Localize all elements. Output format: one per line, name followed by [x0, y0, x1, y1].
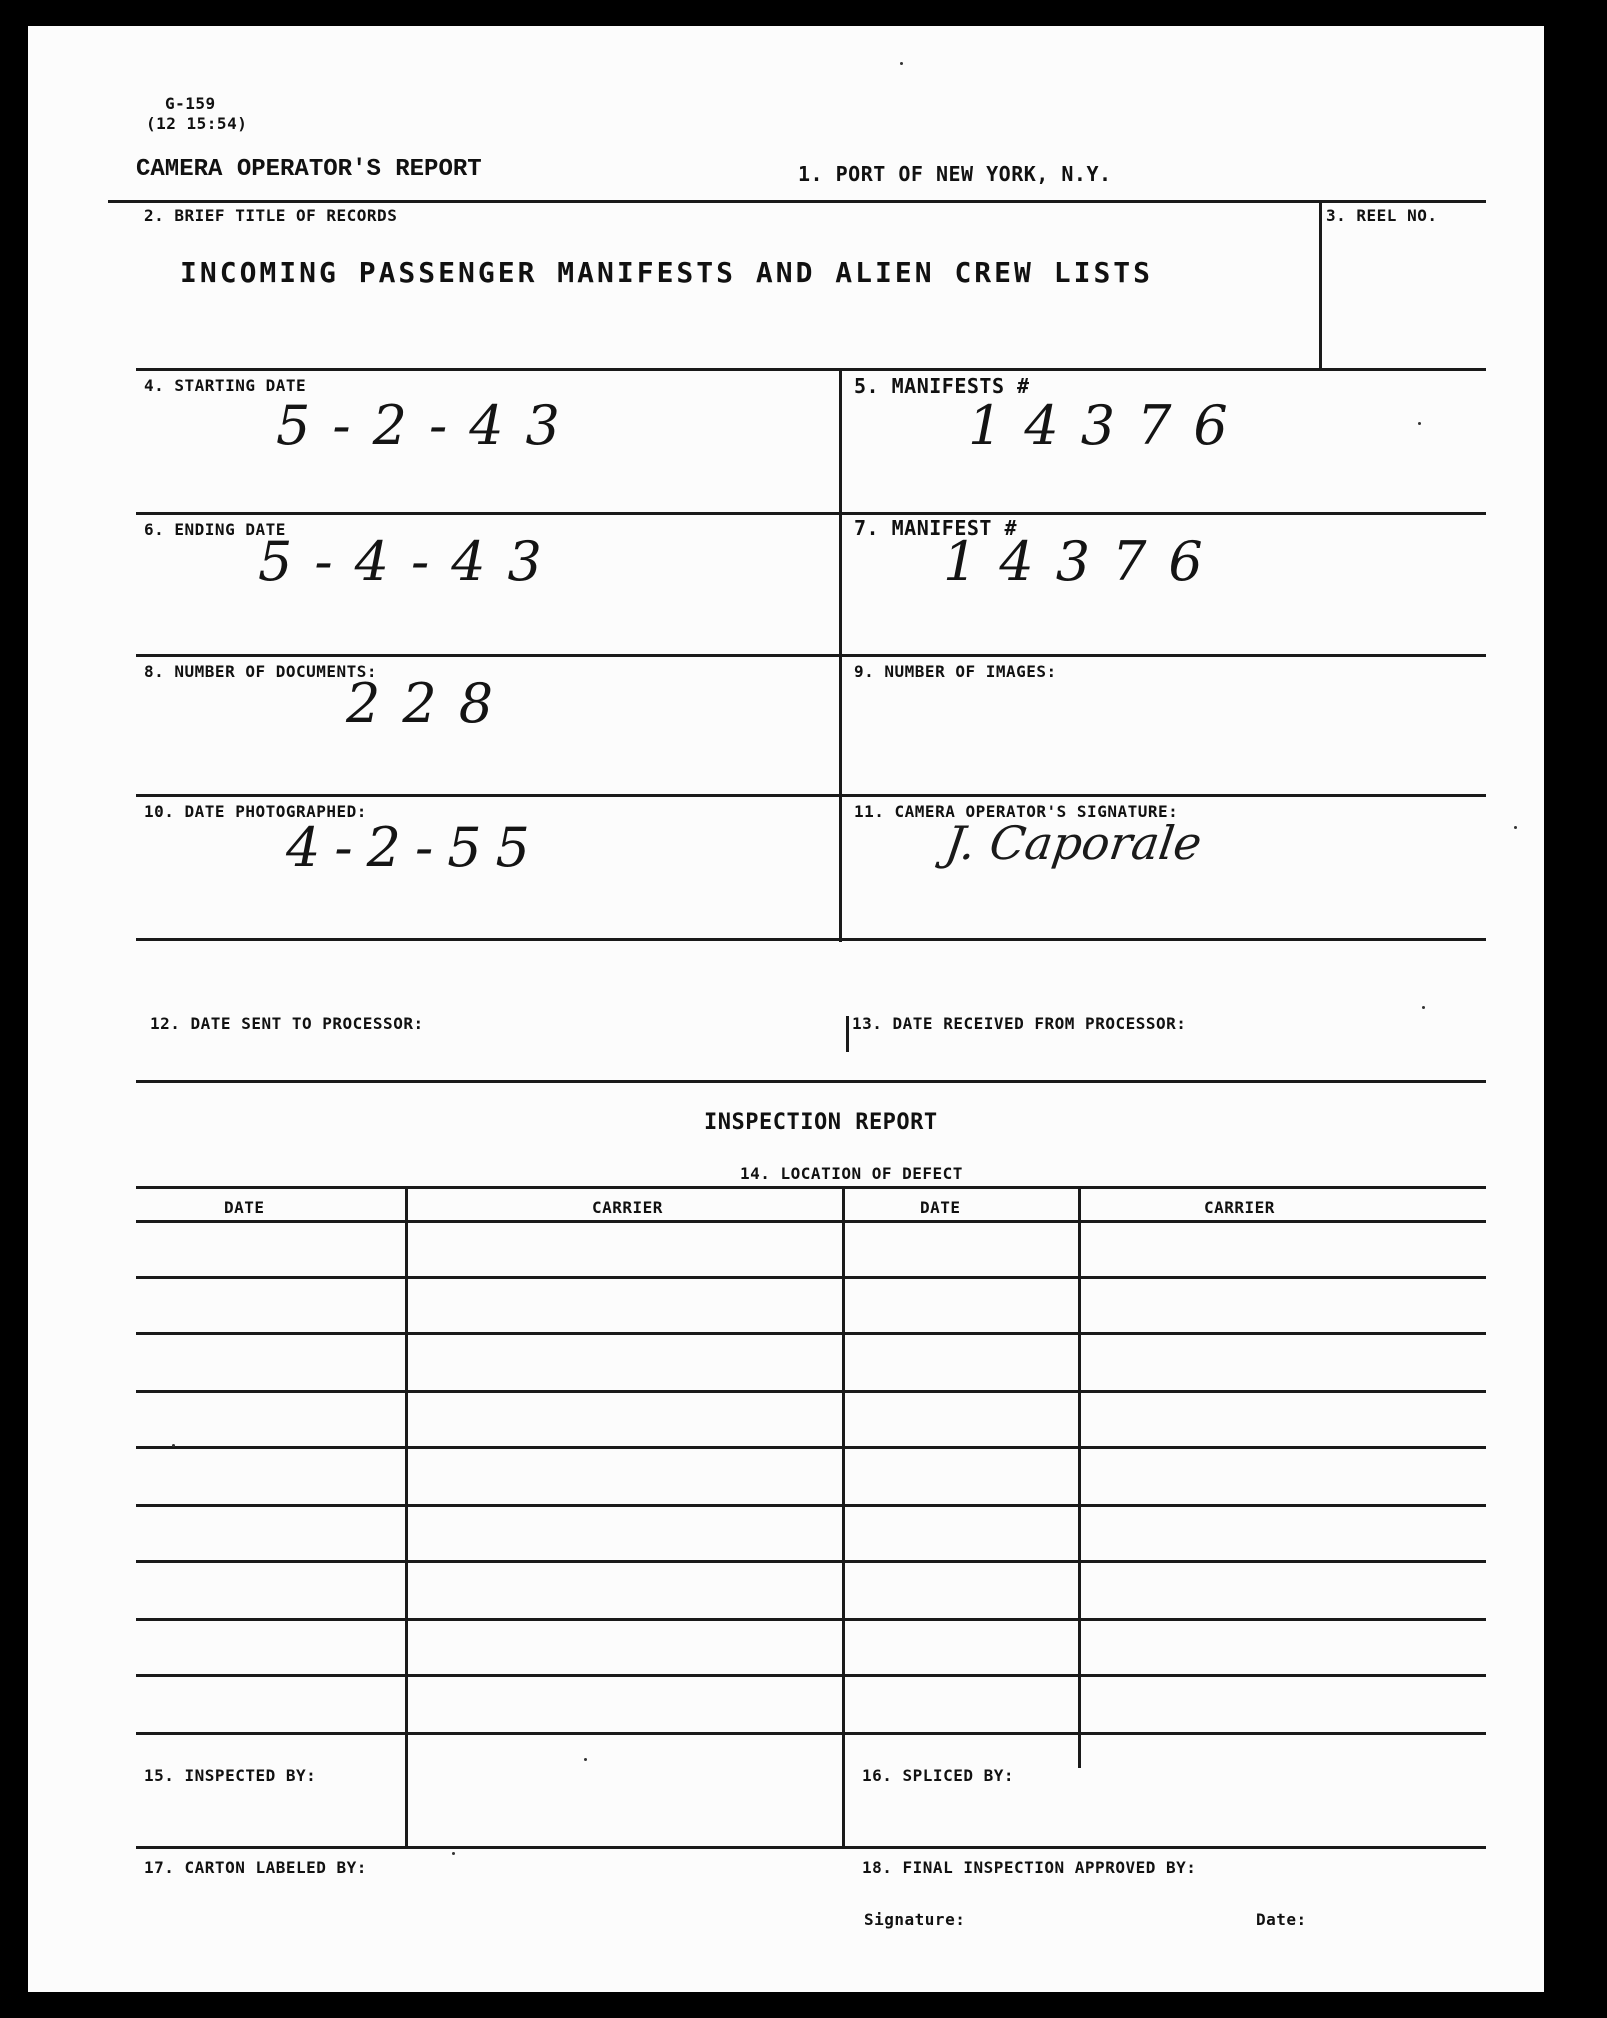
ending-manifest-label: 7. MANIFEST # — [854, 516, 1018, 540]
num-documents-value: 228 — [346, 672, 516, 735]
starting-date-value: 5-2-43 — [276, 394, 582, 457]
date-label: Date: — [1256, 1910, 1307, 1929]
ending-date-label: 6. ENDING DATE — [144, 520, 286, 539]
table-row — [136, 1560, 1486, 1563]
form-page — [28, 26, 1544, 1992]
ending-date-value: 5-4-43 — [258, 530, 564, 593]
form-revision: (12 15:54) — [146, 114, 248, 133]
form-number: G-159 — [165, 94, 216, 113]
table-row — [136, 1674, 1486, 1677]
reel-no-label: 3. REEL NO. — [1326, 206, 1438, 225]
date-sent-label: 12. DATE SENT TO PROCESSOR: — [150, 1014, 424, 1033]
col-date-2: DATE — [920, 1198, 961, 1217]
table-row — [136, 1332, 1486, 1335]
col-date-1: DATE — [224, 1198, 265, 1217]
col-carrier-1: CARRIER — [592, 1198, 663, 1217]
operator-signature-label: 11. CAMERA OPERATOR'S SIGNATURE: — [854, 802, 1179, 821]
table-row — [136, 1446, 1486, 1449]
report-title: CAMERA OPERATOR'S REPORT — [136, 156, 482, 183]
port-label: 1. PORT OF NEW YORK, N.Y. — [798, 162, 1112, 186]
date-received-label: 13. DATE RECEIVED FROM PROCESSOR: — [852, 1014, 1187, 1033]
inspected-by-label: 15. INSPECTED BY: — [144, 1766, 317, 1785]
brief-title-value: INCOMING PASSENGER MANIFESTS AND ALIEN CREW LISTS — [180, 256, 1154, 289]
starting-manifest-label: 5. MANIFESTS # — [854, 374, 1030, 398]
operator-signature: J. Caporale — [942, 816, 1206, 870]
final-approval-label: 18. FINAL INSPECTION APPROVED BY: — [862, 1858, 1197, 1877]
table-row — [136, 1276, 1486, 1279]
table-row — [136, 1504, 1486, 1507]
starting-date-label: 4. STARTING DATE — [144, 376, 307, 395]
table-row — [136, 1732, 1486, 1735]
num-images-label: 9. NUMBER OF IMAGES: — [854, 662, 1057, 681]
num-documents-label: 8. NUMBER OF DOCUMENTS: — [144, 662, 378, 681]
date-photographed-value: 4-2-55 — [286, 816, 544, 879]
carton-labeled-label: 17. CARTON LABELED BY: — [144, 1858, 367, 1877]
table-row — [136, 1390, 1486, 1393]
signature-label: Signature: — [864, 1910, 966, 1929]
table-row — [136, 1618, 1486, 1621]
spliced-by-label: 16. SPLICED BY: — [862, 1766, 1014, 1785]
inspection-heading: INSPECTION REPORT — [704, 1110, 938, 1135]
location-label: 14. LOCATION OF DEFECT — [740, 1164, 963, 1183]
ending-manifest-value: 14376 — [943, 530, 1225, 593]
brief-title-label: 2. BRIEF TITLE OF RECORDS — [144, 206, 398, 225]
starting-manifest-value: 14376 — [968, 394, 1250, 457]
col-carrier-2: CARRIER — [1204, 1198, 1275, 1217]
date-photographed-label: 10. DATE PHOTOGRAPHED: — [144, 802, 367, 821]
